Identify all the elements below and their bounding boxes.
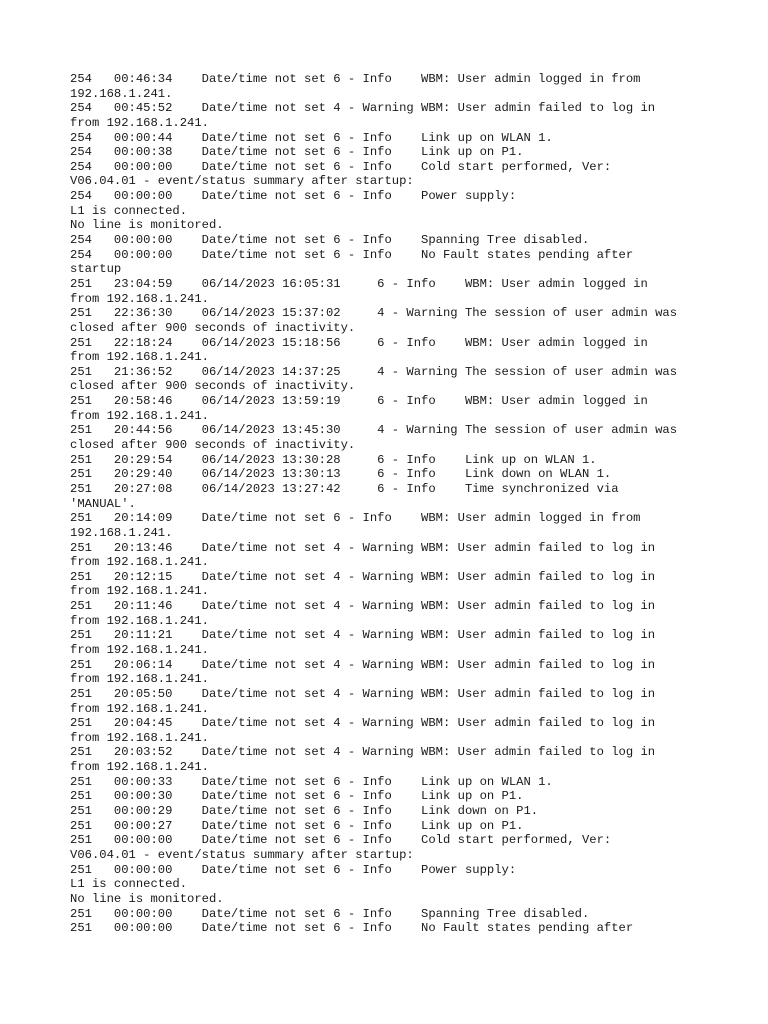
log-line: 251 20:44:56 06/14/2023 13:45:30 4 - Warning The session of user admin was [70,423,678,438]
log-line: 254 00:00:00 Date/time not set 6 - Info Spanning Tree disabled. [70,233,590,248]
log-line: V06.04.01 - event/status summary after startup: [70,847,414,862]
log-line: 254 00:46:34 Date/time not set 6 - Info WBM: User admin logged in from [70,72,641,86]
log-line: 192.168.1.241. [70,525,173,540]
log-line: startup [70,262,122,277]
log-line: 251 20:27:08 06/14/2023 13:27:42 6 - Info Time synchronized via [70,481,619,496]
log-line: 251 00:00:29 Date/time not set 6 - Info Link down on P1. [70,804,539,819]
log-line: from 192.168.1.241. [70,613,209,628]
log-line: 254 00:45:52 Date/time not set 4 - Warning WBM: User admin failed to log in [70,101,656,116]
log-line: 251 20:11:21 Date/time not set 4 - Warning WBM: User admin failed to log in [70,628,656,643]
log-line: 251 20:06:14 Date/time not set 4 - Warning WBM: User admin failed to log in [70,657,656,672]
log-line: 'MANUAL'. [70,496,136,511]
log-line: 251 00:00:00 Date/time not set 6 - Info Cold start performed, Ver: [70,833,612,848]
log-line: L1 is connected. [70,877,188,892]
event-log-text [70,72,677,936]
log-line: 251 20:13:46 Date/time not set 4 - Warning WBM: User admin failed to log in [70,540,656,555]
log-line: from 192.168.1.241. [70,672,209,687]
log-line: 254 00:00:00 Date/time not set 6 - Info Cold start performed, Ver: [70,159,612,174]
log-line: from 192.168.1.241. [70,642,209,657]
log-line: 251 20:29:40 06/14/2023 13:30:13 6 - Info Link down on WLAN 1. [70,467,612,482]
log-line: 251 00:00:00 Date/time not set 6 - Info Power supply: [70,862,517,877]
log-line: 251 20:05:50 Date/time not set 4 - Warning WBM: User admin failed to log in [70,686,656,701]
log-line: from 192.168.1.241. [70,584,209,599]
log-line: 251 00:00:27 Date/time not set 6 - Info Link up on P1. [70,818,524,833]
log-line: from 192.168.1.241. [70,291,209,306]
log-line: L1 is connected. [70,203,188,218]
log-line: 254 00:00:00 Date/time not set 6 - Info Power supply: [70,189,517,204]
log-line: 251 20:03:52 Date/time not set 4 - Warning WBM: User admin failed to log in [70,745,656,760]
log-line: 251 20:11:46 Date/time not set 4 - Warning WBM: User admin failed to log in [70,599,656,614]
log-line: No line is monitored. [70,218,224,233]
log-line: from 192.168.1.241. [70,408,209,423]
log-line: V06.04.01 - event/status summary after startup: [70,174,414,189]
log-line: 254 00:00:44 Date/time not set 6 - Info Link up on WLAN 1. [70,130,553,145]
log-line: closed after 900 seconds of inactivity. [70,320,356,335]
log-line: 251 20:14:09 Date/time not set 6 - Info WBM: User admin logged in from [70,511,641,526]
log-line: closed after 900 seconds of inactivity. [70,379,356,394]
log-line: from 192.168.1.241. [70,730,209,745]
log-line: 251 21:36:52 06/14/2023 14:37:25 4 - Warning The session of user admin was [70,364,678,379]
log-line: 251 20:29:54 06/14/2023 13:30:28 6 - Info Link up on WLAN 1. [70,452,597,467]
log-line: 251 00:00:33 Date/time not set 6 - Info Link up on WLAN 1. [70,774,553,789]
log-line: from 192.168.1.241. [70,350,209,365]
log-line: No line is monitored. [70,891,224,906]
log-line: 251 20:04:45 Date/time not set 4 - Warning WBM: User admin failed to log in [70,716,656,731]
log-line: 251 22:36:30 06/14/2023 15:37:02 4 - Warning The session of user admin was [70,306,678,321]
log-line: 254 00:00:00 Date/time not set 6 - Info No Fault states pending after [70,247,634,262]
log-line: 251 20:58:46 06/14/2023 13:59:19 6 - Info WBM: User admin logged in [70,394,648,409]
log-line: 251 00:00:00 Date/time not set 6 - Info Spanning Tree disabled. [70,906,590,921]
log-line: 254 00:00:38 Date/time not set 6 - Info Link up on P1. [70,145,524,160]
log-line: closed after 900 seconds of inactivity. [70,438,356,453]
log-line: from 192.168.1.241. [70,701,209,716]
log-line: from 192.168.1.241. [70,115,209,130]
log-line: 192.168.1.241. [70,86,173,101]
log-line: 251 20:12:15 Date/time not set 4 - Warning WBM: User admin failed to log in [70,569,656,584]
log-line: 251 00:00:30 Date/time not set 6 - Info Link up on P1. [70,789,524,804]
log-line: 251 23:04:59 06/14/2023 16:05:31 6 - Info WBM: User admin logged in [70,276,648,291]
log-line: 251 00:00:00 Date/time not set 6 - Info No Fault states pending after [70,921,634,936]
log-line: from 192.168.1.241. [70,555,209,570]
log-line: 251 22:18:24 06/14/2023 15:18:56 6 - Info WBM: User admin logged in [70,335,648,350]
log-line: from 192.168.1.241. [70,760,209,775]
